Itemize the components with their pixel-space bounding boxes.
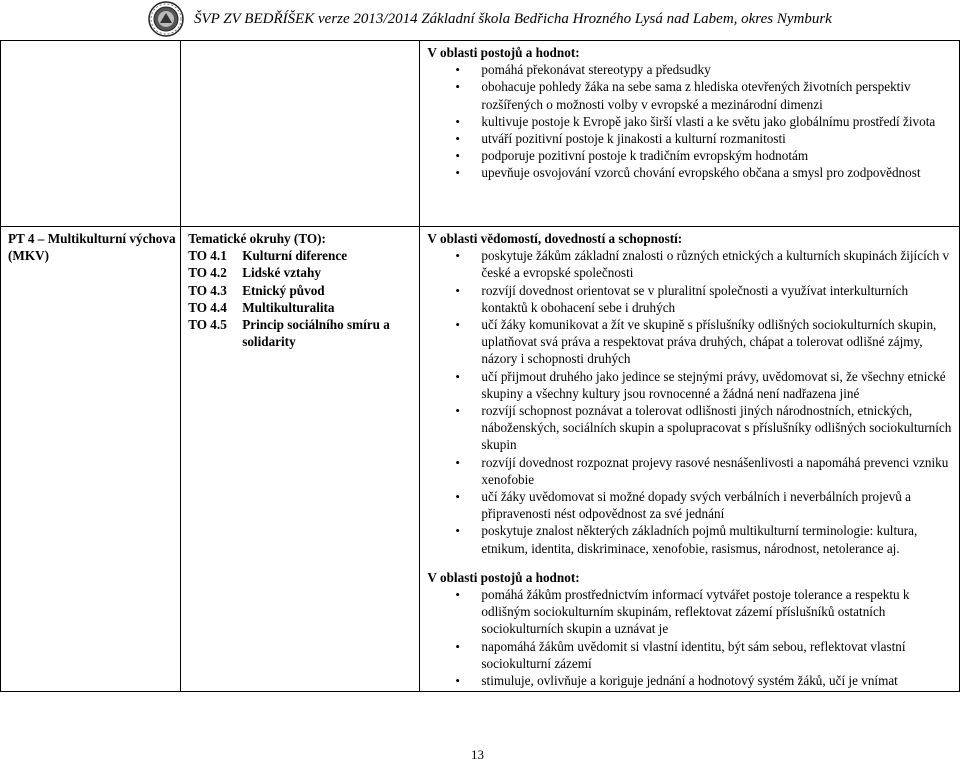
- bullet-icon: •: [455, 317, 460, 333]
- okruh-item: TO 4.4 Multikulturalita: [188, 299, 335, 315]
- list-item: • podporuje pozitivní postoje k tradičním evropským hodnotám: [455, 148, 809, 164]
- list-item: • kultivuje postoje k Evropě jako širší vlasti a ke světu jako globálnímu prostředí života: [455, 113, 936, 129]
- list-item: • učí přijmout druhého jako jedince se stejnými právy, uvědomovat si, že všechny etnické skupiny a všechny kultury jsou rovnocenné a žádná není nadřazena jiné: [455, 368, 946, 401]
- bullet-list: [427, 247, 955, 557]
- okruhy-cell: [181, 227, 420, 692]
- bullet-list: [427, 586, 955, 689]
- okruh-item: TO 4.5 Princip sociálního smíru a solidarity: [188, 317, 390, 350]
- bullet-icon: •: [455, 638, 460, 654]
- page-number: 13: [471, 747, 484, 762]
- list-item: • obohacuje pohledy žáka na sebe sama z hlediska otevřených životních perspektiv rozšířených o možnosti volby v evropské a mezinárodní dimenzi: [455, 79, 911, 112]
- page-header: [0, 0, 960, 38]
- section-heading: V oblasti postojů a hodnot:: [427, 45, 580, 60]
- empty-theme-cell: [1, 41, 181, 227]
- school-logo-icon: [148, 1, 184, 37]
- bullet-icon: •: [455, 165, 460, 181]
- list-item: • rozvíjí dovednost orientovat se v pluralitní společnosti a využívat interkulturních kontaktů k obohacení sebe i druhých: [455, 282, 909, 315]
- list-item: • učí žáky komunikovat a žít ve skupině s příslušníky odlišných sociokulturních skupin, uplatňovat svá práva a respektovat práva druhých, chápat a tolerovat odlišné zájmy, názory i schopnosti druhých: [455, 317, 937, 367]
- bullet-icon: •: [455, 523, 460, 539]
- goals-cell: [420, 227, 960, 692]
- bullet-icon: •: [455, 368, 460, 384]
- bullet-icon: •: [455, 587, 460, 603]
- content-table: [0, 40, 960, 692]
- okruh-item: TO 4.1 Kulturní diference: [188, 248, 348, 264]
- list-item: • rozvíjí dovednost rozpoznat projevy rasové nesnášenlivosti a napomáhá prevenci vzniku xenofobie: [455, 454, 949, 487]
- list-item: • poskytuje žákům základní znalosti o různých etnických a kulturních skupinách žijících v české a evropské společnosti: [455, 248, 950, 281]
- table-row: [1, 41, 960, 227]
- bullet-icon: •: [455, 113, 460, 129]
- bullet-icon: •: [455, 403, 460, 419]
- list-item: • učí žáky uvědomovat si možné dopady svých verbálních i neverbálních projevů a připravenosti nést odpovědnost za své jednání: [455, 489, 911, 522]
- list-item: • napomáhá žákům uvědomit si vlastní identitu, být sám sebou, reflektovat vlastní sociokulturní zázemí: [455, 638, 906, 671]
- list-item: • utváří pozitivní postoje k jinakosti a kulturní rozmanitosti: [455, 131, 786, 147]
- section-heading: V oblasti postojů a hodnot:: [427, 569, 580, 585]
- list-item: • upevňuje osvojování vzorců chování evropského občana a smysl pro zodpovědnost: [455, 165, 921, 181]
- section-heading: V oblasti vědomostí, dovedností a schopností:: [427, 231, 683, 246]
- bullet-icon: •: [455, 148, 460, 164]
- bullet-icon: •: [455, 248, 460, 264]
- bullet-icon: •: [455, 673, 460, 689]
- list-item: • rozvíjí schopnost poznávat a tolerovat odlišnosti jiných národnostních, etnických, náboženských, sociálních skupin a spolupracovat s příslušníky odlišných sociokulturních skupin: [455, 403, 952, 453]
- bullet-icon: •: [455, 489, 460, 505]
- theme-cell: [1, 227, 181, 692]
- theme-title: PT 4 – Multikulturní výchova (MKV): [8, 231, 176, 264]
- values-cell: [420, 41, 960, 227]
- bullet-list: [427, 61, 955, 181]
- list-item: • pomáhá překonávat stereotypy a předsudky: [455, 62, 711, 78]
- list-item: • pomáhá žákům prostřednictvím informací vytvářet postoje tolerance a respektu k odlišným sociokulturním skupinám, reflektovat zázemí příslušníků ostatních sociokulturních skupin a uznávat je: [455, 587, 910, 637]
- bullet-icon: •: [455, 131, 460, 147]
- header-title: ŠVP ZV BEDŘÍŠEK verze 2013/2014 Základní škola Bedřicha Hrozného Lysá nad Labem, okres Nymburk: [194, 11, 832, 27]
- bullet-icon: •: [455, 62, 460, 78]
- bullet-icon: •: [455, 282, 460, 298]
- okruh-item: TO 4.2 Lidské vztahy: [188, 265, 321, 281]
- list-item: • poskytuje znalost některých základních pojmů multikulturní terminologie: kultura, etnikum, identita, diskriminace, xenofobie, rasismus, národnost, netolerance aj.: [455, 523, 918, 556]
- bullet-icon: •: [455, 454, 460, 470]
- okruhy-title: Tematické okruhy (TO):: [188, 231, 326, 246]
- okruh-item: TO 4.3 Etnický původ: [188, 282, 325, 298]
- list-item: • stimuluje, ovlivňuje a koriguje jednání a hodnotový systém žáků, učí je vnímat: [455, 673, 898, 689]
- bullet-icon: •: [455, 79, 460, 95]
- empty-okruhy-cell: [181, 41, 420, 227]
- table-row: [1, 227, 960, 692]
